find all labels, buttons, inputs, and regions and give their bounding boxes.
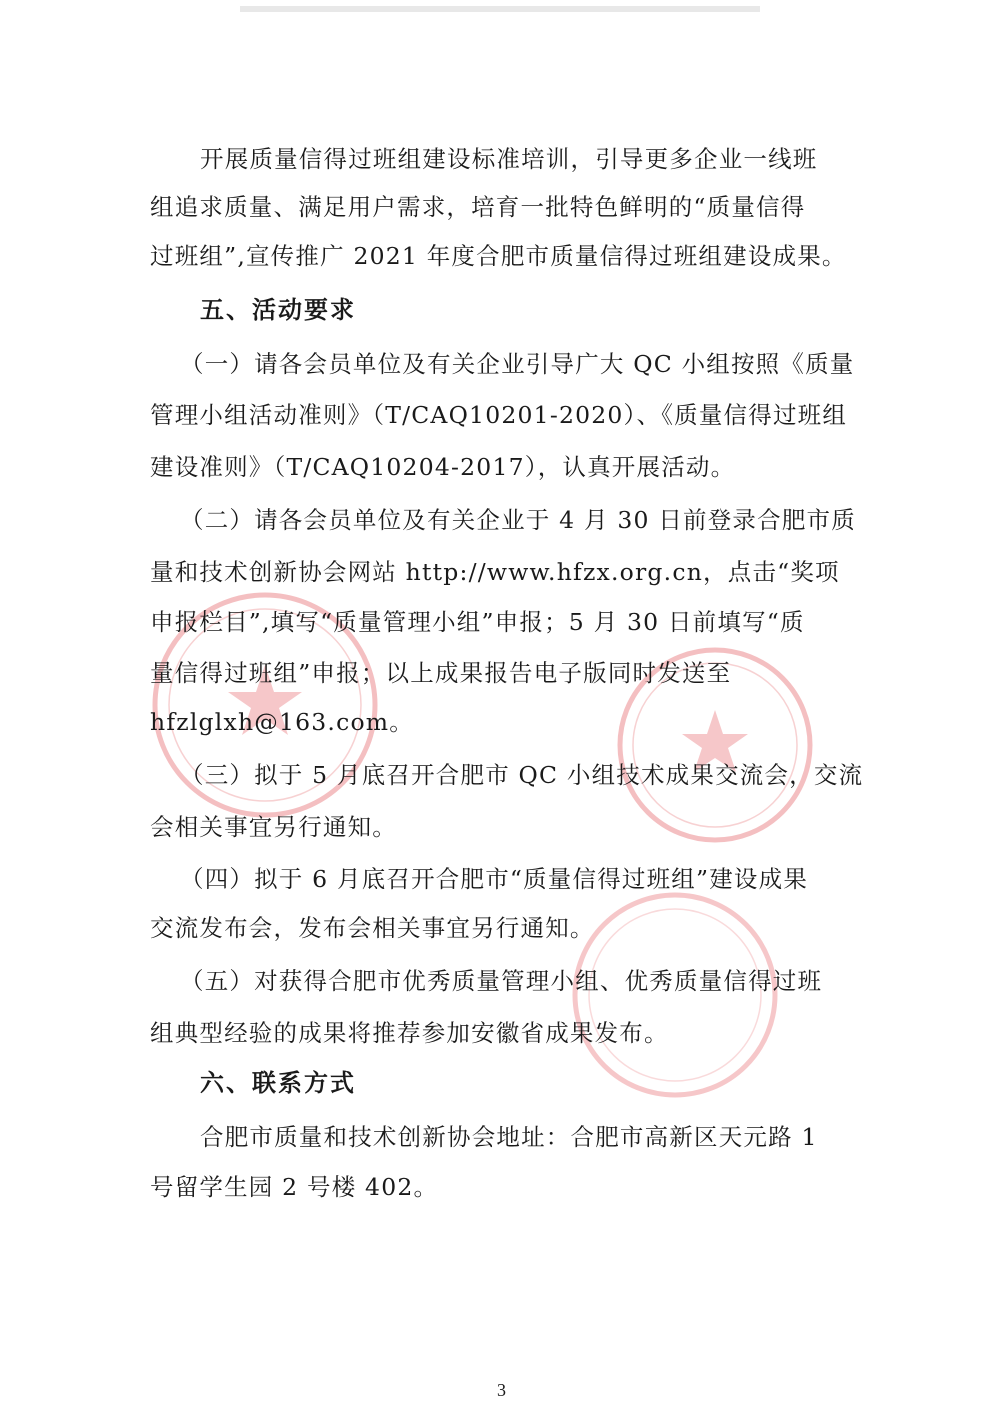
paragraph-line: （四）拟于 6 月底召开合肥市“质量信得过班组”建设成果	[180, 865, 809, 893]
paragraph-line: 管理小组活动准则》（T/CAQ10201-2020）、《质量信得过班组	[150, 401, 848, 429]
paragraph-line: 量信得过班组”申报；以上成果报告电子版同时发送至	[150, 659, 732, 687]
paragraph-line: （二）请各会员单位及有关企业于 4 月 30 日前登录合肥市质	[180, 506, 856, 534]
paragraph-line: 号留学生园 2 号楼 402。	[150, 1173, 439, 1201]
paragraph-line: 交流发布会，发布会相关事宜另行通知。	[150, 914, 595, 942]
paragraph-line: （五）对获得合肥市优秀质量管理小组、优秀质量信得过班	[180, 967, 823, 995]
paragraph-line: 申报栏目”,填写“质量管理小组”申报；5 月 30 日前填写“质	[150, 608, 805, 636]
paragraph-line: 组追求质量、满足用户需求，培育一批特色鲜明的“质量信得	[150, 193, 806, 221]
paragraph-line: 会相关事宜另行通知。	[150, 813, 397, 841]
page-number: 3	[497, 1380, 506, 1400]
section-heading: 五、活动要求	[200, 296, 356, 324]
section-heading: 六、联系方式	[200, 1069, 356, 1097]
scan-artifact	[240, 6, 760, 12]
paragraph-line: 开展质量信得过班组建设标准培训，引导更多企业一线班	[200, 145, 818, 173]
paragraph-line: 建设准则》（T/CAQ10204-2017），认真开展活动。	[150, 453, 736, 481]
paragraph-line: 量和技术创新协会网站 http://www.hfzx.org.cn，点击“奖项	[150, 558, 840, 586]
paragraph-line: （三）拟于 5 月底召开合肥市 QC 小组技术成果交流会，交流	[180, 761, 864, 789]
paragraph-line: 过班组”,宣传推广 2021 年度合肥市质量信得过班组建设成果。	[150, 242, 847, 270]
paragraph-line: 组典型经验的成果将推荐参加安徽省成果发布。	[150, 1019, 669, 1047]
email-address: hfzlglxh@163.com。	[150, 708, 414, 736]
paragraph-line: （一）请各会员单位及有关企业引导广大 QC 小组按照《质量	[180, 350, 855, 378]
paragraph-line: 合肥市质量和技术创新协会地址：合肥市高新区天元路 1	[200, 1123, 818, 1151]
